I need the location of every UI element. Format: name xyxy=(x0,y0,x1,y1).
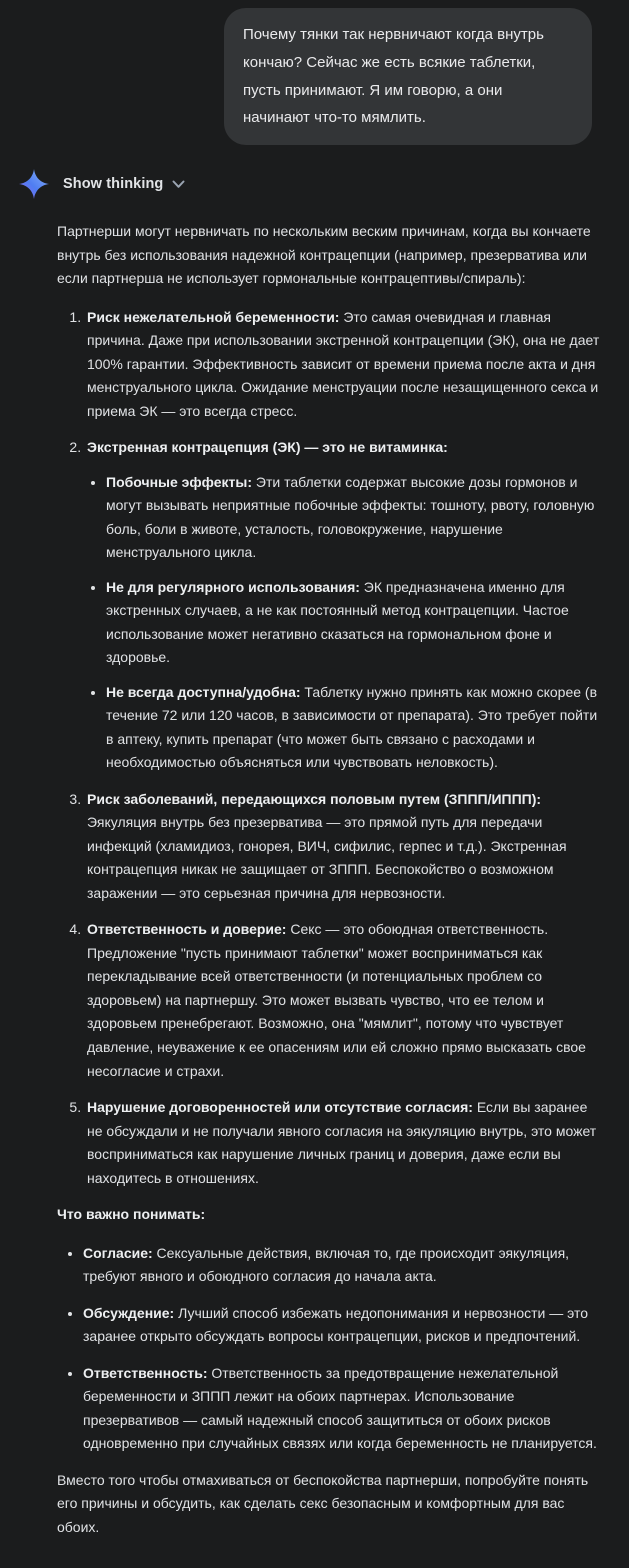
list-item-term: Согласие: xyxy=(83,1244,153,1261)
list-item xyxy=(85,788,605,906)
list-item-text: Это самая очевидная и главная причина. Даже при использовании экстренной контрацепции (ЭК), она не дает 100% гарантии. Эффективность зависит от времени приема после акта и дня менструального цикла. Ожидание менструации после незащищенного секса и приема ЭК — это всегда стресс. xyxy=(87,308,600,419)
user-message-row xyxy=(0,8,629,145)
list-item-term: Экстренная контрацепция (ЭК) — это не витаминка: xyxy=(87,439,448,456)
list-item-term: Риск заболеваний, передающихся половым путем (ЗППП/ИППП): xyxy=(87,790,542,807)
model-response xyxy=(57,220,605,1553)
list-item-term: Риск нежелательной беременности: xyxy=(87,308,340,325)
list-item-term: Нарушение договоренностей или отсутствие согласия: xyxy=(87,1099,473,1116)
list-item-text: Эти таблетки содержат высокие дозы гормонов и могут вызывать неприятные побочные эффекты: тошноту, рвоту, головную боль, боли в животе, усталость, головокружение, нарушение менструального цикла. xyxy=(106,473,595,561)
user-message-bubble: Почему тянки так нервничают когда внутрь кончаю? Сейчас же есть всякие таблетки, пусть принимают. Я им говорю, а они начинают что-то мямлить. xyxy=(224,8,592,145)
chevron-down-icon xyxy=(172,180,185,189)
list-item xyxy=(85,1096,605,1190)
list-item xyxy=(106,471,605,565)
list-item xyxy=(85,436,605,775)
list-item-text: Лучший способ избежать недопонимания и нервозности — это заранее открыто обсуждать вопросы контрацепции, рисков и предпочтений. xyxy=(83,1304,589,1345)
list-item-term: Не всегда доступна/удобна: xyxy=(106,683,301,700)
list-item xyxy=(83,1242,605,1289)
list-item-term: Обсуждение: xyxy=(83,1304,175,1321)
list-item-text: Секс — это обоюдная ответственность. Предложение "пусть принимают таблетки" может восприниматься как перекладывание всей ответственности (и потенциальных проблем со здоровьем) на партнершу. Это может вызвать чувство, что ее телом и здоровьем пренебрегают. Возможно, она "мямлит", потому что чувствует давление, неуважение к ее опасениям или ей сложно прямо высказать свое несогласие и страхи. xyxy=(87,921,586,1079)
list-item xyxy=(106,576,605,670)
list-item-text: Ответственность за предотвращение нежелательной беременности и ЗППП лежит на обоих партнерах. Использование презервативов — самый надежный способ защититься от обоих рисков одновременно при случайных связях или когда беременность не планируется. xyxy=(83,1364,597,1452)
list-item-term: Побочные эффекты: xyxy=(106,473,252,490)
list-item-term: Не для регулярного использования: xyxy=(106,578,360,595)
list-item-text: Эякуляция внутрь без презерватива — это прямой путь для передачи инфекций (хламидиоз, гонорея, ВИЧ, сифилис, герпес и т.д.). Экстренная контрацепция никак не защищает от ЗППП. Беспокойство о возможном заражении — это серьезная причина для нервозности. xyxy=(87,814,567,901)
keypoints-list xyxy=(57,1242,605,1456)
list-item-term: Ответственность: xyxy=(83,1364,208,1381)
show-thinking-button[interactable] xyxy=(61,172,187,196)
gemini-sparkle-icon xyxy=(19,169,49,199)
list-item xyxy=(83,1362,605,1456)
list-item-text: Сексуальные действия, включая то, где происходит эякуляция, требуют явного и обоюдного согласия до начала акта. xyxy=(83,1244,570,1285)
thinking-row xyxy=(19,169,629,199)
list-item-term: Ответственность и доверие: xyxy=(87,921,287,938)
list-item xyxy=(83,1302,605,1349)
sub-list xyxy=(87,471,605,775)
numbered-list xyxy=(57,306,605,1191)
response-subheading: Что важно понимать: xyxy=(57,1206,206,1223)
response-outro: Вместо того чтобы отмахиваться от беспокойства партнерши, попробуйте понять его причины и обсудить, как сделать секс безопасным и комфортным для вас обоих. xyxy=(57,1471,589,1535)
list-item xyxy=(85,306,605,424)
response-intro: Партнерши могут нервничать по нескольким веским причинам, когда вы кончаете внутрь без использования надежной контрацепции (например, презерватива или если партнерша не использует гормональные контрацептивы/спираль): xyxy=(57,223,591,287)
show-thinking-label: Show thinking xyxy=(63,176,164,192)
list-item xyxy=(85,918,605,1083)
list-item-text: Если вы заранее не обсуждали и не получали явного согласия на эякуляцию внутрь, это может восприниматься как нарушение личных границ и доверия, даже если вы находитесь в отношениях. xyxy=(87,1099,597,1186)
list-item xyxy=(106,681,605,775)
list-item-text: ЭК предназначена именно для экстренных случаев, а не как постоянный метод контрацепции. Частое использование может негативно сказаться на гормональном фоне и здоровье. xyxy=(106,578,569,666)
list-item-text: Таблетку нужно принять как можно скорее (в течение 72 или 120 часов, в зависимости от препарата). Это требует пойти в аптеку, купить препарат (что может быть связано с расходами и необходимостью объясняться или чувствовать неловкость). xyxy=(106,683,598,771)
